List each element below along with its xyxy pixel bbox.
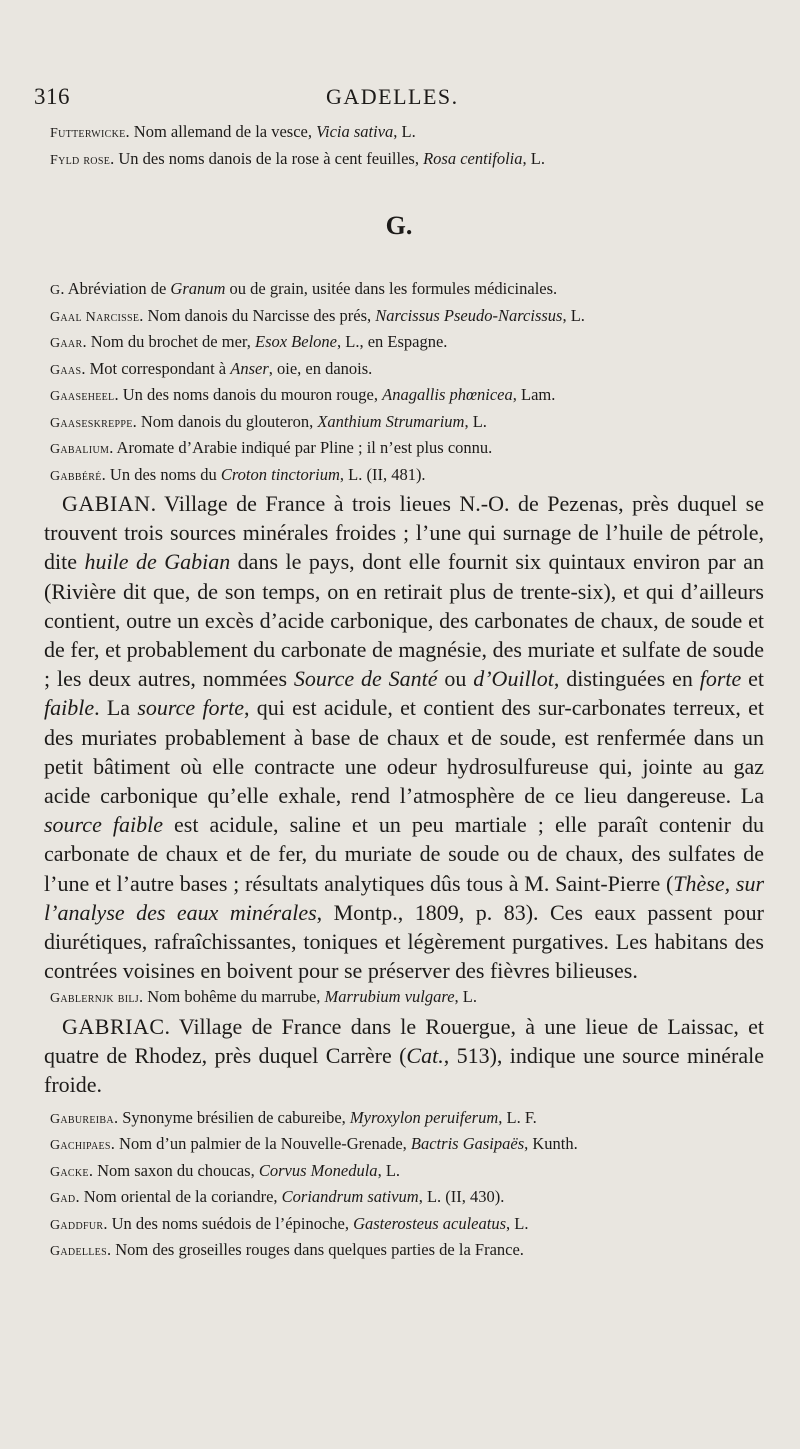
entry-gaal-narcisse: Gaal Narcisse. Nom danois du Narcisse des prés, Narcissus Pseudo-Narcissus, L. [50, 305, 585, 325]
page-number: 316 [34, 84, 70, 109]
entry-fyld-rose: Fyld rose. Un des noms danois de la rose à cent feuilles, Rosa centifolia, L. [50, 148, 545, 168]
entry-gabalium: Gabalium. Aromate d’Arabie indiqué par Pline ; il n’est plus connu. [50, 438, 493, 457]
entry-gaddfur: Gaddfur. Un des noms suédois de l’épinoche, Gasterosteus aculeatus, L. [50, 1213, 529, 1233]
top-entries [34, 120, 764, 173]
entry-gaaseheel: Gaaseheel. Un des noms danois du mouron rouge, Anagallis phœnicea, Lam. [50, 385, 556, 404]
page-header [34, 84, 764, 120]
entry-g: G. Abréviation de Granum ou de grain, usitée dans les formules médicinales. [50, 279, 558, 298]
entry-gachipaes: Gachipaes. Nom d’un palmier de la Nouvelle-Grenade, Bactris Gasipaës, Kunth. [50, 1134, 578, 1154]
entry-gablernjk-bilj: Gablernjk bilj. Nom bohême du marrube, Marrubium vulgare, L. [50, 987, 477, 1007]
entry-futterwicke: Futterwicke. Nom allemand de la vesce, Vicia sativa, L. [50, 122, 416, 141]
bottom-entries [34, 1106, 764, 1265]
g-entries [34, 277, 764, 489]
entry-gaas: Gaas. Mot correspondant à Anser, oie, en danois. [50, 358, 373, 378]
entry-gaaseskreppe: Gaaseskreppe. Nom danois du glouteron, Xanthium Strumarium, L. [50, 411, 487, 431]
entry-gad: Gad. Nom oriental de la coriandre, Coriandrum sativum, L. (II, 430). [50, 1187, 505, 1207]
entry-gabureiba: Gabureiba. Synonyme brésilien de cabureibe, Myroxylon peruiferum, L. F. [50, 1107, 537, 1127]
mid-entries [34, 985, 764, 1012]
entry-gabbere: Gabbéré. Un des noms du Croton tinctorium, L. (II, 481). [50, 464, 426, 484]
entry-gacke: Gacke. Nom saxon du choucas, Corvus Monedula, L. [50, 1160, 401, 1180]
entry-gadelles: Gadelles. Nom des groseilles rouges dans quelques parties de la France. [50, 1240, 524, 1260]
running-title: GADELLES. [326, 84, 459, 109]
entry-gabriac: GABRIAC. Village de France dans le Rouergue, à une lieue de Laissac, et quatre de Rhodez, près duquel Carrère (Cat., 513), indique une source minérale froide. [44, 1013, 764, 1098]
entry-gaar: Gaar. Nom du brochet de mer, Esox Belone, L., en Espagne. [50, 332, 448, 351]
section-letter: G. [385, 211, 413, 240]
entry-gabian: GABIAN. Village de France à trois lieues N.-O. de Pezenas, près duquel se trouvent trois sources minérales froides ; l’une qui surnage de l’huile de pétrole, dite huile de Gabian dans le pays, dont elle fournit six quintaux environ par an (Rivière dit que, de son temps, on en retirait plus de trente-six), et qui d’ailleurs contient, outre un excès d’acide carbonique, des carbonates de chaux, de soude et de fer, et probablement du carbonate de magnésie, des muriate et sulfate de soude ; les deux autres, nommées Source de Santé ou d’Ouillot, distinguées en forte et faible. La source forte, qui est acidule, et contient des sur-carbonates terreux, et des muriates probablement à base de chaux et de soude, est renfermée dans un petit bâtiment où elle contracte une odeur hydrosulfureuse qui, jointe au gaz acide carbonique qu’elle exhale, rend l’atmosphère de ce lieu dangereuse. La source faible est acidule, saline et un peu martiale ; elle paraît contenir du carbonate de chaux et de fer, du muriate de soude ou de chaux, des sulfates de l’une et l’autre bases ; résultats analytiques dûs tous à M. Saint-Pierre (Thèse, sur l’analyse des eaux minérales, Montp., 1809, p. 83). Ces eaux passent pour diurétiques, rafraîchissantes, toniques et légèrement purgatives. Les habitans des contrées voisines en boivent pour se préserver des fièvres bilieuses. [44, 491, 765, 984]
